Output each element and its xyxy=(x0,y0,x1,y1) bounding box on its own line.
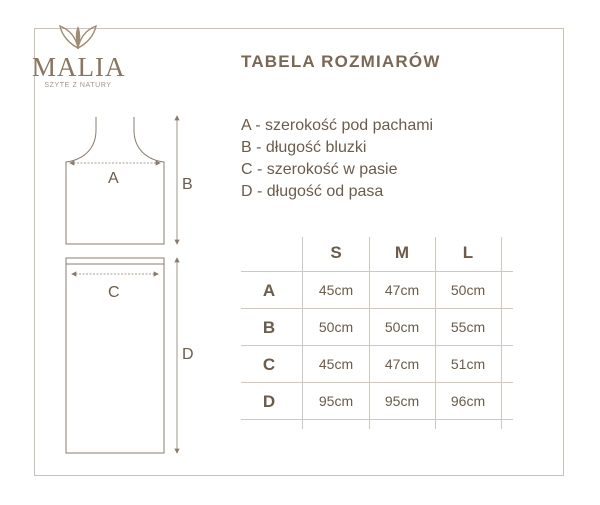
table-divider xyxy=(241,308,513,309)
table-cell: 55cm xyxy=(450,319,486,335)
diagram-label-d: D xyxy=(182,346,194,363)
legend-item-a: A - szerokość pod pachami xyxy=(241,117,434,134)
table-cell: 50cm xyxy=(318,319,354,335)
column-header-m: M xyxy=(394,243,410,262)
column-header-l: L xyxy=(462,243,474,262)
table-cell: 50cm xyxy=(450,282,486,298)
row-label-d: D xyxy=(262,392,276,411)
table-divider xyxy=(241,271,513,272)
legend-item-d: D - długość od pasa xyxy=(241,183,384,200)
table-cell: 47cm xyxy=(384,282,420,298)
table-divider xyxy=(241,419,513,420)
table-cell: 47cm xyxy=(384,356,420,372)
brand-tagline: SZYTE Z NATURY xyxy=(44,82,112,89)
table-cell: 45cm xyxy=(318,356,354,372)
row-label-a: A xyxy=(262,281,276,300)
row-label-b: B xyxy=(262,318,276,337)
diagram-label-b: B xyxy=(182,176,193,193)
legend-item-b: B - długość bluzki xyxy=(241,139,367,156)
table-divider xyxy=(241,382,513,383)
diagram-label-c: C xyxy=(108,284,120,301)
table-cell: 95cm xyxy=(318,393,354,409)
legend-item-c: C - szerokość w pasie xyxy=(241,161,398,178)
row-label-c: C xyxy=(262,355,276,374)
column-header-s: S xyxy=(330,243,342,262)
table-divider xyxy=(241,345,513,346)
diagram-label-a: A xyxy=(108,170,119,187)
table-cell: 96cm xyxy=(450,393,486,409)
table-cell: 50cm xyxy=(384,319,420,335)
table-divider xyxy=(501,237,502,429)
page-title: TABELA ROZMIARÓW xyxy=(241,52,441,71)
table-cell: 95cm xyxy=(384,393,420,409)
table-cell: 45cm xyxy=(318,282,354,298)
brand-name: MALIA xyxy=(32,52,126,82)
table-cell: 51cm xyxy=(450,356,486,372)
